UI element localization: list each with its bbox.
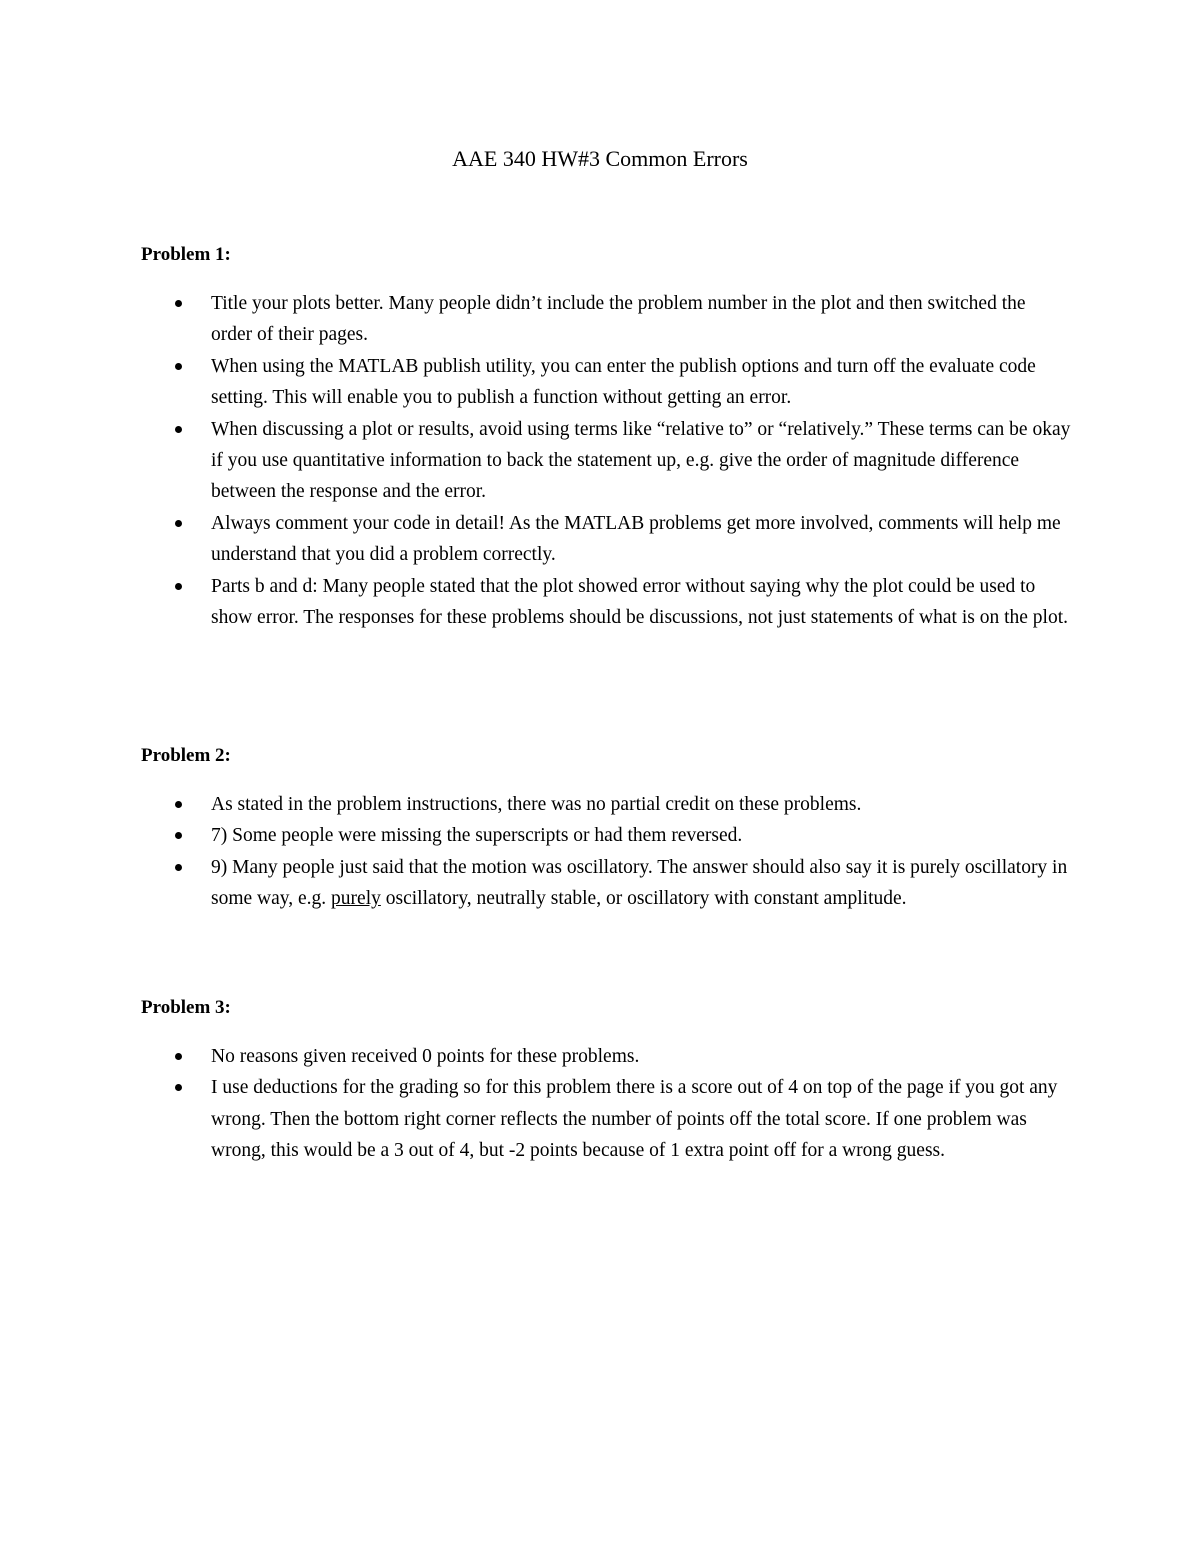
bullet-icon [175,864,182,871]
section-heading: Problem 1: [141,244,231,265]
list-item-text: No reasons given received 0 points for these problems. [211,1046,640,1067]
document-title: AAE 340 HW#3 Common Errors [452,146,748,171]
problem-2-section [141,743,1071,915]
section-heading: Problem 3: [141,997,231,1018]
list-item-text-after: oscillatory, neutrally stable, or oscillatory with constant amplitude. [380,888,907,910]
section-heading: Problem 2: [141,745,231,766]
bullet-icon [175,520,182,527]
bullet-icon [175,583,182,590]
list-item [141,789,1071,820]
list-item [141,1041,1071,1072]
list-item [141,820,1071,851]
list-item-text [211,857,1067,909]
list-item [141,288,1071,351]
list-item-text: I use deductions for the grading so for this problem there is a score out of 4 on top of the page if you got any wrong. Then the bottom right corner reflects the number of points off the total score. If one problem was wrong, this would be a 3 out of 4, but -2 points because of 1 extra point off for a wrong guess. [211,1077,1058,1162]
bullet-icon [175,1053,182,1060]
list-item [141,351,1071,414]
list-item-text: When discussing a plot or results, avoid using terms like “relative to” or “relatively.” These terms can be okay if you use quantitative information to back the statement up, e.g. give the order of magnitude difference between the response and the error. [211,418,1071,503]
list-item-text: As stated in the problem instructions, there was no partial credit on these problems. [211,794,862,815]
bullet-icon [175,1084,182,1091]
list-item-text: When using the MATLAB publish utility, you can enter the publish options and turn off the evaluate code setting. This will enable you to publish a function without getting an error. [211,355,1036,409]
bullet-icon [175,426,182,433]
bullet-icon [175,801,182,808]
bullet-list [141,288,1071,633]
bullet-list [141,789,1071,915]
bullet-icon [175,363,182,370]
list-item [141,852,1071,915]
list-item-text: 7) Some people were missing the superscripts or had them reversed. [211,825,743,847]
list-item-text: Parts b and d: Many people stated that the plot showed error without saying why the plot could be used to show error. The responses for these problems should be discussions, not just statements of what is on the plot. [211,575,1068,629]
underlined-word: purely [331,888,381,910]
list-item [141,508,1071,571]
list-item-text: Title your plots better. Many people didn’t include the problem number in the plot and then switched the order of their pages. [211,293,1026,346]
list-item [141,1072,1071,1166]
bullet-icon [175,832,182,839]
list-item [141,571,1071,634]
list-item-text-before: 9) Many people just said that the motion was oscillatory. The answer should also say it is purely oscillatory in some way, e.g. [211,856,1068,910]
problem-3-section [141,995,1071,1167]
problem-1-section [141,242,1071,633]
bullet-list [141,1041,1071,1167]
list-item [141,414,1071,508]
list-item-text: Always comment your code in detail! As the MATLAB problems get more involved, comments will help me understand that you did a problem correctly. [211,512,1061,566]
bullet-icon [175,300,182,307]
